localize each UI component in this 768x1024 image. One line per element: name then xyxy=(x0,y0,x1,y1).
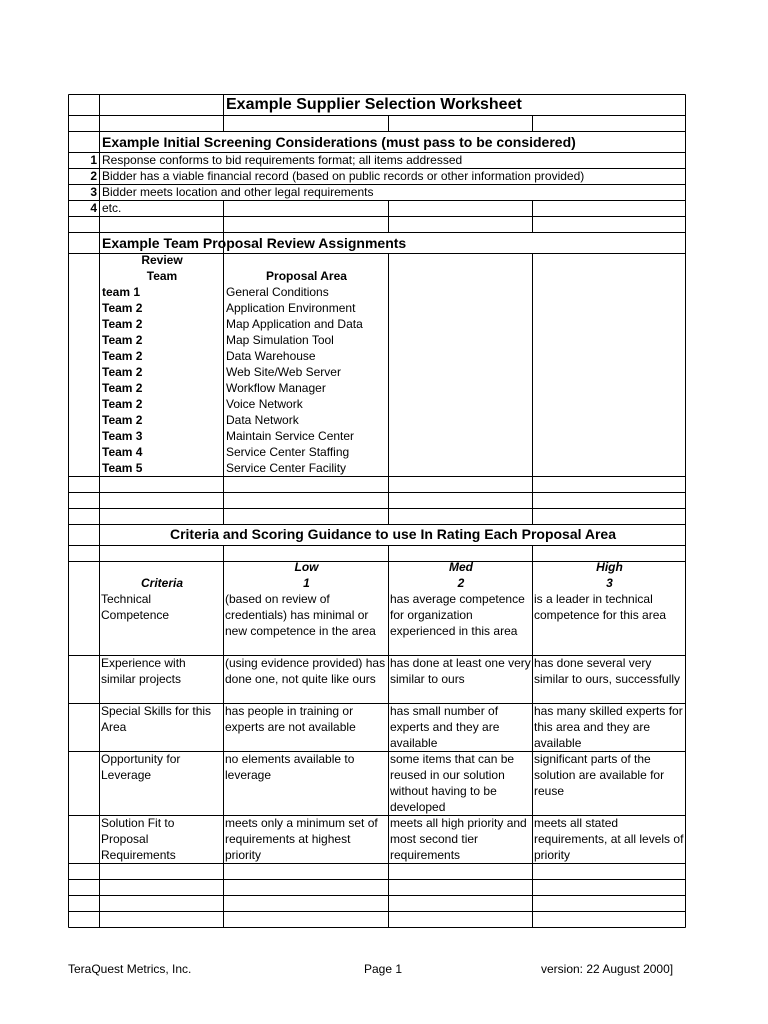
screening-heading: Example Initial Screening Considerations (must pass to be considered) xyxy=(102,134,576,150)
assignment-team: Team 2 xyxy=(102,317,143,331)
column-header-team: Team xyxy=(146,269,178,283)
assignment-area: Application Environment xyxy=(226,301,356,315)
assignment-area: Data Warehouse xyxy=(226,349,316,363)
criterion-high: has many skilled experts for this area and they are available xyxy=(534,704,683,750)
criterion-high: is a leader in technical competence for this area xyxy=(534,592,667,622)
screening-item-text: Bidder meets location and other legal requirements xyxy=(102,185,374,199)
criterion-low: no elements available to leverage xyxy=(225,752,355,782)
assignment-team: Team 2 xyxy=(102,333,143,347)
page-title: Example Supplier Selection Worksheet xyxy=(226,96,522,113)
score-high: 3 xyxy=(606,576,613,590)
criterion-low: has people in training or experts are not available xyxy=(225,704,356,734)
assignment-team: Team 2 xyxy=(102,301,143,315)
assignment-area: Maintain Service Center xyxy=(226,429,355,443)
screening-item-text: Bidder has a viable financial record (based on public records or other information provided) xyxy=(102,169,585,183)
assignment-area: Voice Network xyxy=(226,397,303,411)
score-low: 1 xyxy=(303,576,310,590)
footer-version: version: 22 August 2000] xyxy=(541,962,674,976)
criterion-high: significant parts of the solution are available for reuse xyxy=(534,752,665,798)
assignment-area: Data Network xyxy=(226,413,299,427)
column-header-review: Review xyxy=(141,253,183,267)
criterion-med: has done at least one very similar to ours xyxy=(390,656,531,686)
assignments-heading: Example Team Proposal Review Assignments xyxy=(102,235,407,251)
footer-page: Page 1 xyxy=(364,962,403,976)
assignment-team: Team 2 xyxy=(102,397,143,411)
assignment-area: Service Center Facility xyxy=(226,461,347,475)
column-header-proposal-area: Proposal Area xyxy=(266,269,347,283)
footer-company: TeraQuest Metrics, Inc. xyxy=(68,962,192,976)
screening-item-number: 4 xyxy=(90,201,97,215)
criterion-med: meets all high priority and most second tier requirements xyxy=(390,816,527,862)
assignment-team: Team 2 xyxy=(102,381,143,395)
criterion-name: Opportunity for Leverage xyxy=(101,752,181,782)
screening-item-number: 3 xyxy=(90,185,97,199)
criterion-name: Experience with similar projects xyxy=(101,656,186,686)
criterion-name: Technical Competence xyxy=(101,592,170,622)
screening-item-number: 1 xyxy=(90,153,97,167)
screening-item-text: Response conforms to bid requirements format; all items addressed xyxy=(102,153,463,167)
level-low: Low xyxy=(294,560,319,574)
criterion-low: (using evidence provided) has done one, not quite like ours xyxy=(225,656,386,686)
criteria-label: Criteria xyxy=(140,576,184,590)
assignment-area: General Conditions xyxy=(226,285,329,299)
level-med: Med xyxy=(449,560,473,574)
assignment-area: Map Simulation Tool xyxy=(226,333,334,347)
worksheet-grid xyxy=(68,94,686,928)
criteria-heading: Criteria and Scoring Guidance to use In Rating Each Proposal Area xyxy=(169,526,617,542)
criterion-high: meets all stated requirements, at all levels of priority xyxy=(534,816,684,862)
criterion-name: Solution Fit to Proposal Requirements xyxy=(101,816,176,862)
assignment-team: Team 2 xyxy=(102,365,143,379)
assignment-team: Team 2 xyxy=(102,413,143,427)
criterion-high: has done several very similar to ours, successfully xyxy=(534,656,681,686)
assignment-team: Team 4 xyxy=(102,445,143,459)
criterion-med: has average competence for organization experienced in this area xyxy=(390,592,525,638)
level-high: High xyxy=(596,560,623,574)
assignment-team: team 1 xyxy=(102,285,141,299)
assignment-area: Workflow Manager xyxy=(226,381,326,395)
assignment-team: Team 5 xyxy=(102,461,143,475)
assignment-area: Service Center Staffing xyxy=(226,445,350,459)
assignment-team: Team 3 xyxy=(102,429,143,443)
criterion-name: Special Skills for this Area xyxy=(101,704,212,734)
assignment-area: Web Site/Web Server xyxy=(226,365,341,379)
score-med: 2 xyxy=(457,576,465,590)
screening-item-number: 2 xyxy=(90,169,97,183)
criterion-med: has small number of experts and they are available xyxy=(390,704,500,750)
assignment-team: Team 2 xyxy=(102,349,143,363)
screening-item-text: etc. xyxy=(102,201,122,215)
worksheet xyxy=(68,94,686,928)
assignment-area: Map Application and Data xyxy=(226,317,363,331)
criterion-low: meets only a minimum set of requirements at highest priority xyxy=(225,816,378,862)
criterion-low: (based on review of credentials) has minimal or new competence in the area xyxy=(225,592,376,638)
criterion-med: some items that can be reused in our solution without having to be developed xyxy=(390,752,515,814)
